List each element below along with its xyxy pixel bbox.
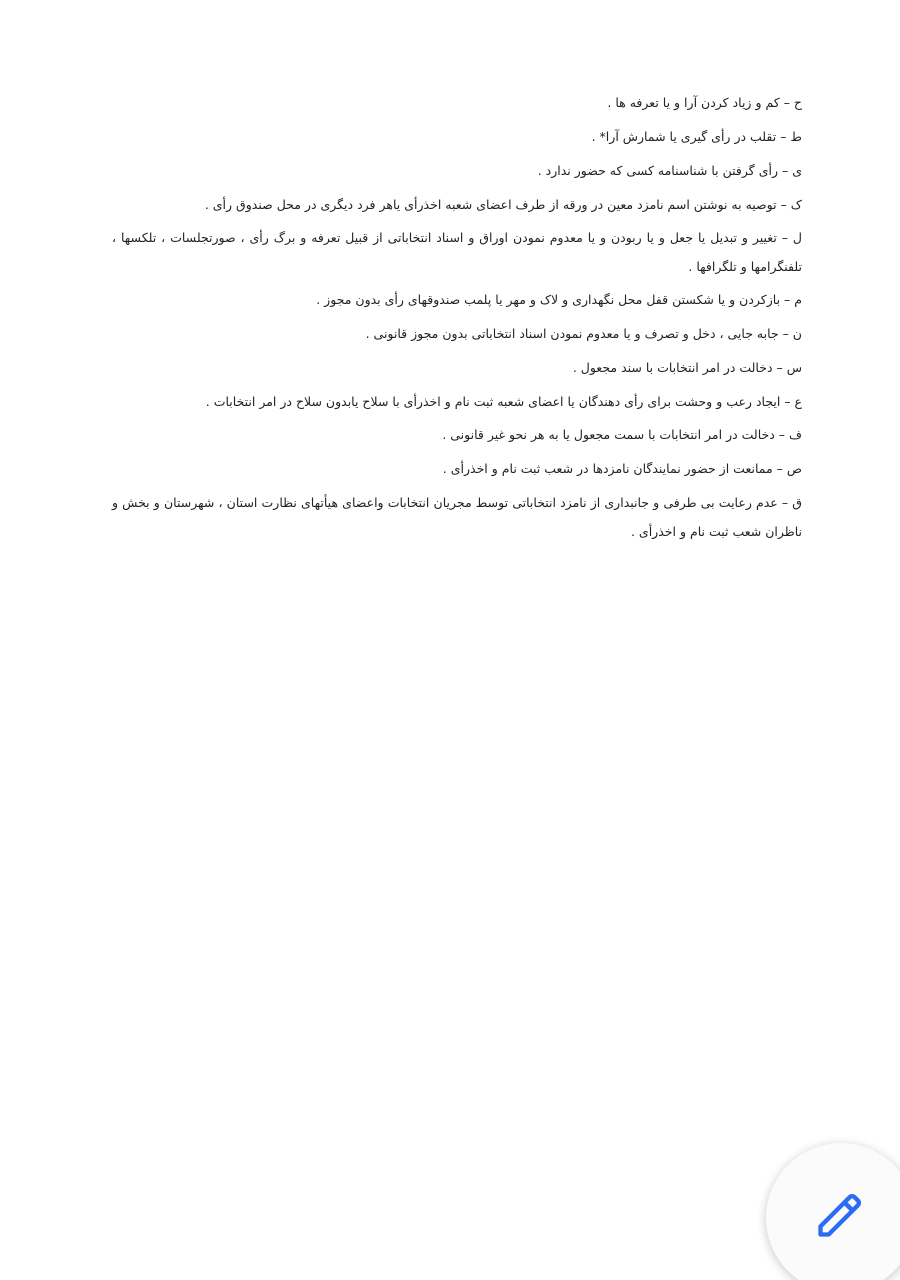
edit-fab-button[interactable]: [766, 1143, 900, 1280]
paragraph-heh: ح – کم و زیاد کردن آرا و یا تعرفه ها .: [607, 95, 802, 110]
paragraph-nun: ن – جابه جایی ، دخل و تصرف و یا معدوم نمودن اسناد انتخاباتی بدون مجوز قانونی .: [365, 326, 802, 341]
paragraph-lam: ل – تغییر و تبدیل یا جعل و یا ربودن و یا معدوم نمودن اوراق و اسناد انتخاباتی از قبیل تعرفه و برگ رأی ، صورتجلسات ، تلکسها ، تلفنگرامها و تلگرافها .: [112, 230, 802, 274]
paragraph-fe: ف – دخالت در امر انتخابات با سمت مجعول یا به هر نحو غیر قانونی .: [442, 427, 802, 442]
paragraph-sin: س – دخالت در امر انتخابات با سند مجعول .: [572, 360, 802, 375]
paragraph-qaf: ق – عدم رعایت بی طرفی و جانبداری از نامزد انتخاباتی توسط مجریان انتخابات واعضای هیأتهای نظارت استان ، شهرستان و بخش و ناظران شعب ثبت نام و اخذرأی .: [112, 495, 802, 539]
document-page: [112, 88, 802, 550]
pencil-icon: [814, 1189, 866, 1241]
paragraph-ta: ط – تقلب در رأی گیری یا شمارش آرا* .: [591, 129, 802, 144]
paragraph-ein: ع – ایجاد رعب و وحشت برای رأی دهندگان یا اعضای شعبه ثبت نام و اخذرأی با سلاح یابدون سلاح در امر انتخابات .: [205, 394, 802, 409]
paragraph-sad: ص – ممانعت از حضور نمایندگان نامزدها در شعب ثبت نام و اخذرأی .: [442, 461, 802, 476]
paragraph-ye: ی – رأی گرفتن با شناسنامه کسی که حضور ندارد .: [537, 163, 802, 178]
paragraph-mim: م – بازکردن و یا شکستن قفل محل نگهداری و لاک و مهر یا پلمب صندوقهای رأی بدون مجوز .: [316, 292, 802, 307]
paragraph-kaf: ک – توصیه به نوشتن اسم نامزد معین در ورقه از طرف اعضای شعبه اخذرأی یاهر فرد دیگری در محل صندوق رأی .: [204, 197, 802, 212]
